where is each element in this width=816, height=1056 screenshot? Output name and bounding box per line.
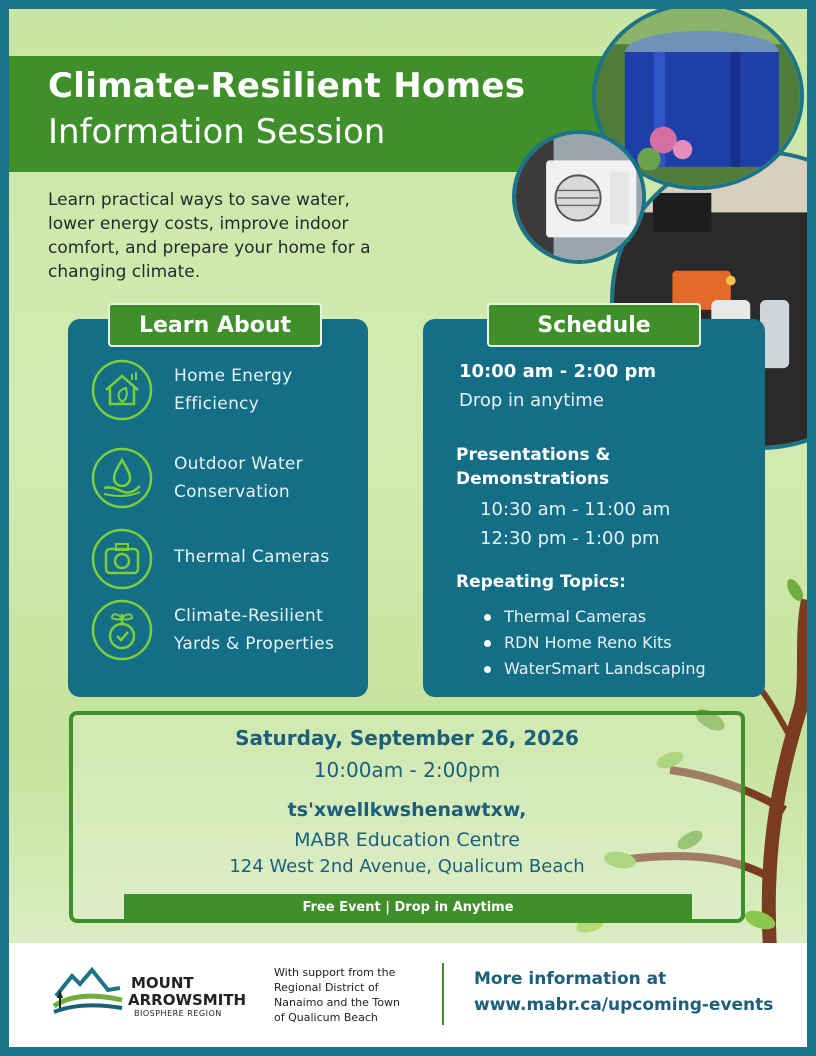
presentation-time: 12:30 pm - 1:00 pm: [480, 528, 660, 549]
event-address: 124 West 2nd Avenue, Qualicum Beach: [229, 856, 585, 877]
page-subtitle: Information Session: [48, 112, 386, 152]
event-date: Saturday, September 26, 2026: [235, 726, 579, 750]
support-credit: With support from the Regional District of Nanaimo and the Town of Qualicum Beach: [274, 966, 400, 1024]
more-info-link[interactable]: www.mabr.ca/upcoming-events: [474, 995, 774, 1015]
learn-item-thermal-cameras: [90, 527, 370, 593]
plant-globe-icon: [90, 598, 154, 662]
logo-text: MOUNT: [131, 974, 194, 992]
footer-divider: [442, 963, 444, 1025]
topics-heading: Repeating Topics:: [456, 572, 626, 592]
learn-about-heading: Learn About: [108, 303, 322, 347]
topics-list: [482, 604, 706, 682]
learn-item-label: Efficiency: [174, 394, 260, 414]
learn-item-outdoor-water: [90, 446, 370, 512]
list-item: RDN Home Reno Kits: [482, 630, 706, 656]
learn-item-label: Home Energy: [174, 366, 293, 386]
learn-item-label: Thermal Cameras: [174, 547, 330, 567]
schedule-drop-in: Drop in anytime: [459, 390, 604, 411]
learn-item-climate-resilient-yards: [90, 598, 370, 664]
logo-subtext: BIOSPHERE REGION: [134, 1009, 222, 1018]
learn-item-label: Conservation: [174, 482, 290, 502]
event-time: 10:00am - 2:00pm: [313, 758, 501, 782]
learn-item-label: Climate-Resilient: [174, 606, 324, 626]
heat-pump-photo: [512, 130, 646, 264]
free-event-banner: Free Event | Drop in Anytime: [124, 894, 692, 922]
intro-text: Learn practical ways to save water, lower energy costs, improve indoor comfort, and prepare your home for a changing climate.: [48, 190, 371, 282]
presentation-time: 10:30 am - 11:00 am: [480, 499, 671, 520]
event-venue: MABR Education Centre: [294, 829, 520, 851]
schedule-heading: Schedule: [487, 303, 701, 347]
presentations-heading: Presentations & Demonstrations: [456, 445, 611, 489]
learn-item-label: Yards & Properties: [174, 634, 335, 654]
schedule-hours: 10:00 am - 2:00 pm: [459, 361, 657, 382]
mabr-logo-icon: [52, 966, 124, 1016]
learn-item-home-energy: [90, 358, 370, 424]
event-place-name: ts'xwellkwshenawtxw,: [287, 799, 527, 821]
learn-item-label: Outdoor Water: [174, 454, 303, 474]
more-info-label: More information at: [474, 969, 667, 989]
camera-icon: [90, 527, 154, 591]
page-title: Climate-Resilient Homes: [48, 66, 526, 106]
house-energy-icon: [90, 358, 154, 422]
water-hand-icon: [90, 446, 154, 510]
list-item: WaterSmart Landscaping: [482, 656, 706, 682]
list-item: Thermal Cameras: [482, 604, 706, 630]
logo-text: ARROWSMITH: [128, 991, 247, 1009]
